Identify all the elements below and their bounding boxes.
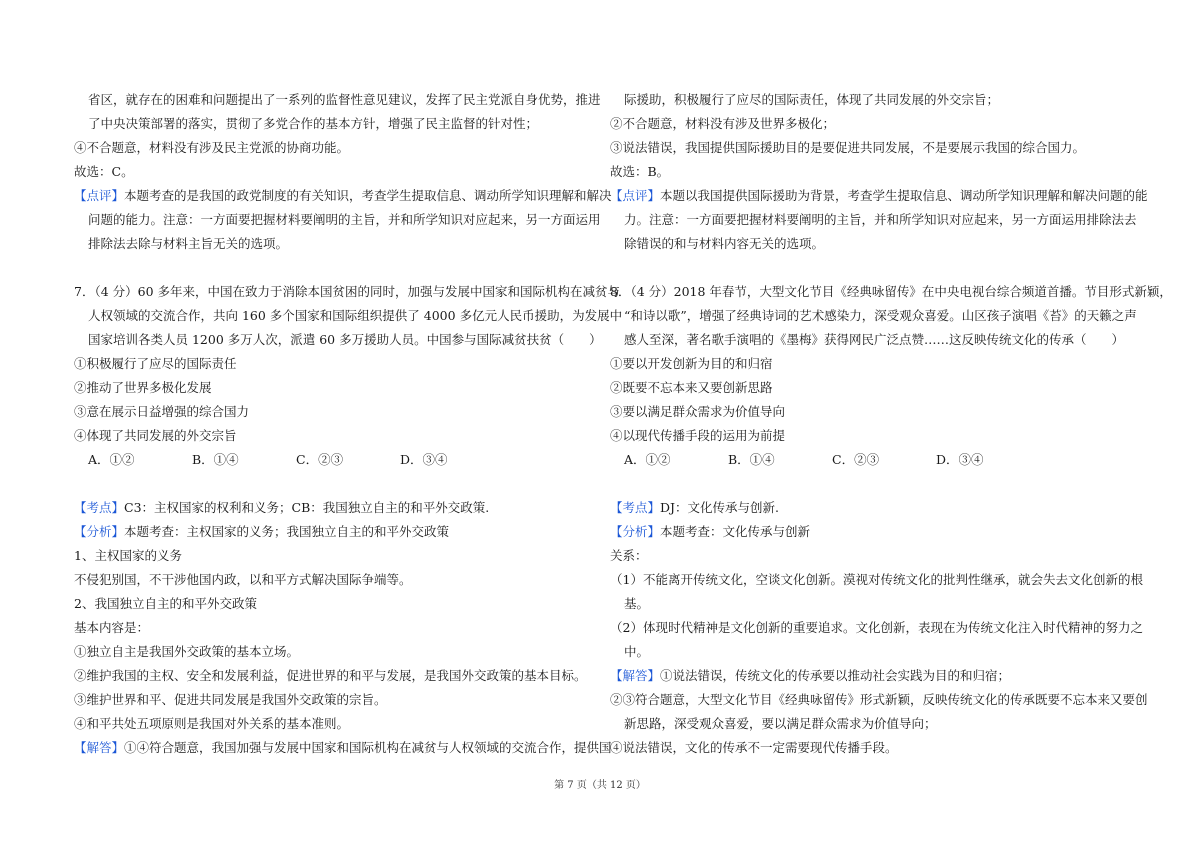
- statement: ④以现代传播手段的运用为前提: [610, 428, 786, 443]
- answer-point: ②不合题意，材料没有涉及世界多极化；: [610, 116, 836, 131]
- option-d: D．③④: [936, 452, 984, 467]
- question-stem: “和诗以歌”，增强了经典诗词的艺术感染力，深受观众喜爱。山区孩子演唱《苔》的天籁之声: [624, 308, 1137, 323]
- analysis-line: 不侵犯别国，不干涉他国内政，以和平方式解决国际争端等。: [74, 572, 412, 587]
- fenxi-tag: 【分析】: [74, 524, 125, 539]
- option-a: A．①②: [624, 452, 671, 467]
- question-stem: 感人至深，著名歌手演唱的《墨梅》获得网民广泛点赞……这反映传统文化的传承（ ）: [624, 332, 1125, 347]
- kaodian-line: [74, 496, 594, 520]
- review-line: [74, 184, 612, 208]
- kaodian-text: C3：主权国家的权利和义务；CB：我国独立自主的和平外交政策.: [124, 500, 490, 515]
- continued-line: 了中央决策部署的落实，贯彻了多党合作的基本方针，增强了民主监督的针对性；: [88, 116, 539, 131]
- analysis-line: 基本内容是：: [74, 620, 150, 635]
- kaodian-text: DJ：文化传承与创新.: [660, 500, 780, 515]
- fenxi-tag: 【分析】: [610, 524, 661, 539]
- statement: ②既要不忘本来又要创新思路: [610, 380, 773, 395]
- right-column: [610, 88, 1172, 760]
- continued-line: 省区，就存在的困难和问题提出了一系列的监督性意见建议，发挥了民主党派自身优势，推进: [88, 92, 601, 107]
- review-line: [610, 184, 1148, 208]
- review-tag: 【点评】: [610, 188, 661, 203]
- question-stem: 国家培训各类人员 1200 多万人次，派遣 60 多万援助人员。中国参与国际减贫扶贫（ ）: [88, 332, 602, 347]
- spacer: [74, 256, 594, 280]
- analysis-line: ②维护我国的主权、安全和发展利益，促进世界的和平与发展，是我国外交政策的基本目标。: [74, 668, 587, 683]
- analysis-line: ①独立自主是我国外交政策的基本立场。: [74, 644, 300, 659]
- review-text: 本题以我国提供国际援助为背景，考查学生提取信息、调动所学知识理解和解决问题的能: [660, 188, 1148, 203]
- option-b: B．①④: [728, 452, 775, 467]
- analysis-line: 2、我国独立自主的和平外交政策: [74, 596, 257, 611]
- question-stem: 7．（4 分）60 多年来，中国在致力于消除本国贫困的同时，加强与发展中国家和国际机构在减贫与: [74, 284, 621, 299]
- jieda-tag: 【解答】: [610, 668, 661, 683]
- jieda-tag: 【解答】: [74, 740, 125, 755]
- statement: ①积极履行了应尽的国际责任: [74, 356, 237, 371]
- answer-options: [610, 448, 1130, 472]
- jieda-line: ②③符合题意，大型文化节目《经典咏留传》形式新颖，反映传统文化的传承既要不忘本来又要创: [610, 692, 1148, 707]
- review-tag: 【点评】: [74, 188, 125, 203]
- left-column: [74, 88, 623, 760]
- spacer: [610, 256, 1130, 280]
- fenxi-line: [610, 520, 1130, 544]
- jieda-line: [74, 736, 612, 760]
- review-text: 本题考查的是我国的政党制度的有关知识，考查学生提取信息、调动所学知识理解和解决: [124, 188, 612, 203]
- review-line: 问题的能力。注意：一方面要把握材料要阐明的主旨，并和所学知识对应起来，另一方面运用: [88, 212, 601, 227]
- answer-point: ④不合题意，材料没有涉及民主党派的协商功能。: [74, 140, 350, 155]
- review-line: 排除法去除与材料主旨无关的选项。: [88, 236, 289, 251]
- relation-title: 关系：: [610, 548, 648, 563]
- relation-line: 基。: [624, 596, 650, 611]
- statement: ②推动了世界多极化发展: [74, 380, 212, 395]
- relation-line: （1）不能离开传统文化，空谈文化创新。漠视对传统文化的批判性继承，就会失去文化创新的根: [610, 572, 1143, 587]
- option-d: D．③④: [400, 452, 448, 467]
- jieda-line: ④说法错误，文化的传承不一定需要现代传播手段。: [610, 740, 898, 755]
- jieda-text: ①说法错误，传统文化的传承要以推动社会实践为目的和归宿；: [660, 668, 1011, 683]
- jieda-line: 新思路，深受观众喜爱，要以满足群众需求为价值导向；: [624, 716, 937, 731]
- analysis-line: ③维护世界和平、促进共同发展是我国外交政策的宗旨。: [74, 692, 387, 707]
- question-stem: 8．（4 分）2018 年春节，大型文化节目《经典咏留传》在中央电视台综合频道首播。节目形式新颖，: [610, 284, 1172, 299]
- relation-line: 中。: [624, 644, 650, 659]
- review-line: 除错误的和与材料内容无关的选项。: [624, 236, 825, 251]
- question-stem: 人权领域的交流合作，共向 160 多个国家和国际组织提供了 4000 多亿元人民币援助，为发展中: [88, 308, 623, 323]
- answer-point: ③说法错误，我国提供国际援助目的是要促进共同发展，不是要展示我国的综合国力。: [610, 140, 1086, 155]
- spacer: [74, 472, 594, 496]
- fenxi-line: [74, 520, 594, 544]
- option-a: A．①②: [88, 452, 135, 467]
- relation-line: （2）体现时代精神是文化创新的重要追求。文化创新，表现在为传统文化注入时代精神的努力之: [610, 620, 1143, 635]
- option-c: C．②③: [296, 452, 344, 467]
- jieda-text: ①④符合题意，我国加强与发展中国家和国际机构在减贫与人权领域的交流合作，提供国: [124, 740, 612, 755]
- option-b: B．①④: [192, 452, 239, 467]
- option-c: C．②③: [832, 452, 880, 467]
- answer-options: [74, 448, 594, 472]
- statement: ①要以开发创新为目的和归宿: [610, 356, 773, 371]
- fenxi-text: 本题考查：文化传承与创新: [660, 524, 811, 539]
- fenxi-text: 本题考查：主权国家的义务；我国独立自主的和平外交政策: [124, 524, 450, 539]
- kaodian-tag: 【考点】: [74, 500, 125, 515]
- jieda-line: [610, 664, 1130, 688]
- statement: ③意在展示日益增强的综合国力: [74, 404, 250, 419]
- statement: ③要以满足群众需求为价值导向: [610, 404, 786, 419]
- spacer: [610, 472, 1130, 496]
- continued-line: 际援助，积极履行了应尽的国际责任，体现了共同发展的外交宗旨；: [624, 92, 1000, 107]
- answer-choice: 故选：B。: [610, 164, 670, 179]
- page-footer: 第 7 页（共 12 页）: [554, 780, 646, 791]
- analysis-line: ④和平共处五项原则是我国对外关系的基本准则。: [74, 716, 350, 731]
- answer-choice: 故选：C。: [74, 164, 134, 179]
- statement: ④体现了共同发展的外交宗旨: [74, 428, 237, 443]
- review-line: 力。注意：一方面要把握材料要阐明的主旨，并和所学知识对应起来，另一方面运用排除法去: [624, 212, 1137, 227]
- analysis-line: 1、主权国家的义务: [74, 548, 182, 563]
- kaodian-line: [610, 496, 1130, 520]
- kaodian-tag: 【考点】: [610, 500, 661, 515]
